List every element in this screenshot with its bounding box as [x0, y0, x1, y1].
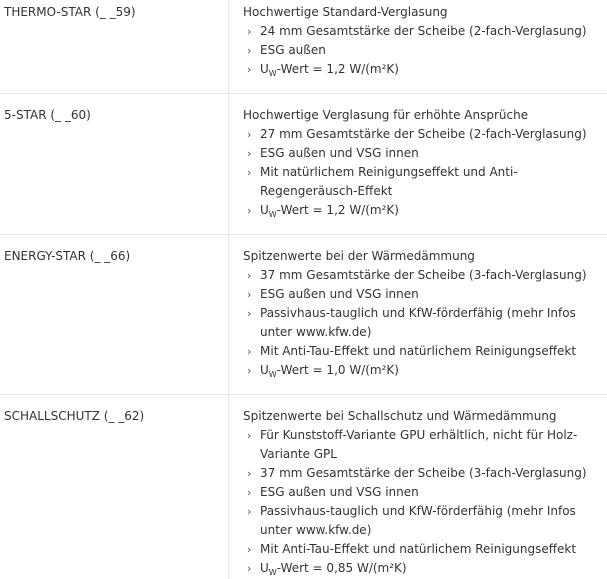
- glazing-description: [243, 247, 603, 380]
- list-item: › ESG außen und VSG innen: [243, 285, 603, 304]
- chevron-right-icon: ›: [247, 486, 252, 499]
- list-item: › ESG außen: [243, 41, 603, 60]
- list-item: › 27 mm Gesamtstärke der Scheibe (2-fach-Verglasung): [243, 125, 603, 144]
- list-item: › Passivhaus-tauglich und KfW-förderfähig (mehr Infos unter www.kfw.de): [247, 306, 576, 339]
- uw-value-item: › $U_W$-Wert = 0,85 W/(m²K): [247, 561, 407, 577]
- column-divider: [228, 395, 229, 579]
- chevron-right-icon: ›: [247, 307, 252, 320]
- chevron-right-icon: ›: [247, 562, 252, 575]
- glazing-description: [243, 3, 603, 79]
- description-heading: Hochwertige Verglasung für erhöhte Ansprüche: [243, 108, 529, 122]
- column-divider: [228, 235, 229, 394]
- list-item: › ESG außen und VSG innen: [243, 144, 603, 163]
- chevron-right-icon: ›: [247, 429, 252, 442]
- glazing-name: 5-STAR (_ _60): [4, 108, 91, 122]
- column-divider: [228, 0, 229, 93]
- feature-list: [243, 426, 603, 578]
- table-row: [0, 394, 607, 579]
- chevron-right-icon: ›: [247, 345, 252, 358]
- chevron-right-icon: ›: [247, 543, 252, 556]
- list-item: › Für Kunststoff-Variante GPU erhältlich, nicht für Holz-Variante GPL: [247, 428, 578, 461]
- chevron-right-icon: ›: [247, 505, 252, 518]
- uw-value-item: › $U_W$-Wert = 1,2 W/(m²K): [247, 62, 399, 78]
- description-heading: Hochwertige Standard-Verglasung: [243, 5, 448, 19]
- column-divider: [228, 94, 229, 234]
- description-heading: Spitzenwerte bei Schallschutz und Wärmedämmung: [243, 409, 557, 423]
- chevron-right-icon: ›: [247, 63, 252, 76]
- table-row: [0, 234, 607, 394]
- chevron-right-icon: ›: [247, 147, 252, 160]
- chevron-right-icon: ›: [247, 25, 252, 38]
- chevron-right-icon: ›: [247, 269, 252, 282]
- list-item: › Mit natürlichem Reinigungseffekt und Anti-Regengeräusch-Effekt: [247, 165, 518, 198]
- glazing-description: [243, 106, 603, 220]
- chevron-right-icon: ›: [247, 166, 252, 179]
- feature-list: [243, 125, 603, 220]
- list-item: › Passivhaus-tauglich und KfW-förderfähig (mehr Infos unter www.kfw.de): [247, 504, 576, 537]
- glazing-description: [243, 407, 603, 578]
- list-item: › ESG außen und VSG innen: [243, 483, 603, 502]
- glazing-name: ENERGY-STAR (_ _66): [4, 249, 131, 263]
- chevron-right-icon: ›: [247, 364, 252, 377]
- list-item: › 37 mm Gesamtstärke der Scheibe (3-fach-Verglasung): [243, 464, 603, 483]
- list-item: › Mit Anti-Tau-Effekt und natürlichem Reinigungseffekt: [243, 540, 603, 559]
- chevron-right-icon: ›: [247, 288, 252, 301]
- uw-value-item: › $U_W$-Wert = 1,2 W/(m²K): [247, 203, 399, 219]
- list-item: › Mit Anti-Tau-Effekt und natürlichem Reinigungseffekt: [243, 342, 603, 361]
- chevron-right-icon: ›: [247, 204, 252, 217]
- list-item: › 24 mm Gesamtstärke der Scheibe (2-fach-Verglasung): [243, 22, 603, 41]
- uw-value-item: › $U_W$-Wert = 1,0 W/(m²K): [247, 363, 399, 379]
- table-row: [0, 93, 607, 234]
- chevron-right-icon: ›: [247, 44, 252, 57]
- glazing-name: SCHALLSCHUTZ (_ _62): [4, 409, 145, 423]
- feature-list: [243, 22, 603, 79]
- glazing-name: THERMO-STAR (_ _59): [4, 5, 136, 19]
- chevron-right-icon: ›: [247, 467, 252, 480]
- table-row: [0, 0, 607, 93]
- chevron-right-icon: ›: [247, 128, 252, 141]
- feature-list: [243, 266, 603, 380]
- description-heading: Spitzenwerte bei der Wärmedämmung: [243, 249, 475, 263]
- list-item: › 37 mm Gesamtstärke der Scheibe (3-fach-Verglasung): [243, 266, 603, 285]
